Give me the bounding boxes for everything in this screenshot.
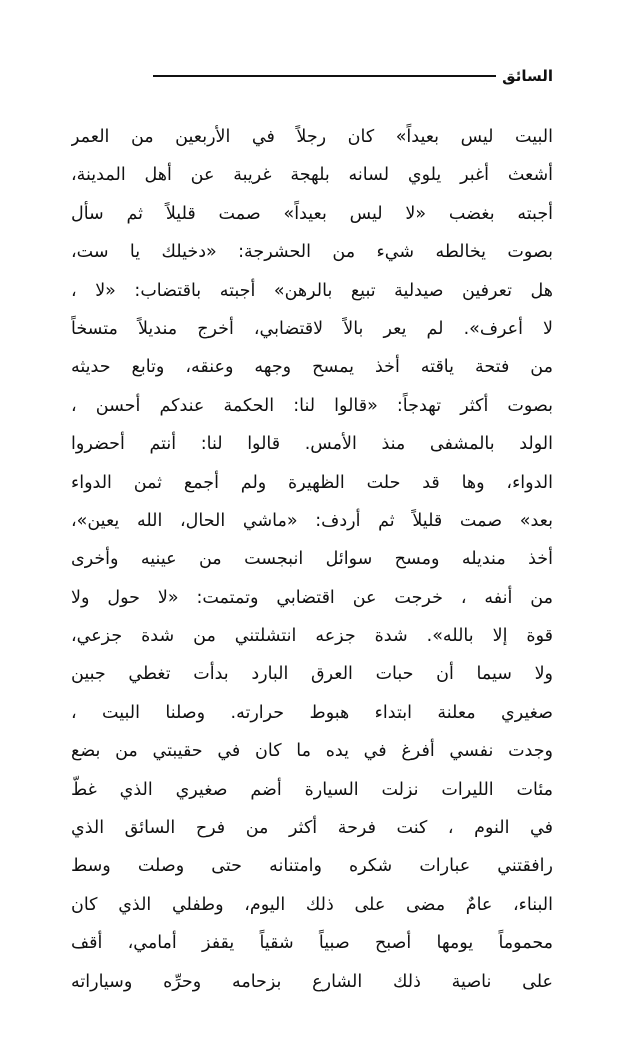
text-line: لا أعرف». لم يعر بالاً لاقتضابي، أخرج منديلاً متسخاً — [71, 318, 553, 339]
text-line: مئات الليرات نزلت السيارة أضم صغيري الذي غطّ — [71, 779, 553, 800]
text-line: بعد» صمت قليلاً ثم أردف: «ماشي الحال، الله يعين»، — [71, 510, 553, 531]
text-line: من فتحة ياقته أخذ يمسح وجهه وعنقه، وتابع حديثه — [71, 357, 553, 378]
body-text — [71, 118, 553, 1001]
text-line: ولا سيما أن حبات العرق البارد بدأت تغطي جبين — [71, 664, 553, 685]
text-line: وجدت نفسي أفرغ في يده ما كان في حقيبتي من بضع — [71, 741, 553, 762]
text-line: محموماً يومها أصبح صبياً شقياً يقفز أمامي، أقف — [71, 933, 553, 954]
text-line: بصوت أكثر تهدجاً: «قالوا لنا: الحكمة عندكم أحسن ، — [71, 395, 553, 416]
running-header — [153, 62, 553, 90]
text-line: البناء، عامٌ مضى على ذلك اليوم، وطفلي الذي كان — [71, 894, 553, 915]
text-line: على ناصية ذلك الشارع بزحامه وحرِّه وسياراته — [71, 971, 553, 992]
text-line: في النوم ، كنت فرحة أكثر من فرح السائق الذي — [71, 818, 553, 839]
text-line: الدواء، وها قد حلت الظهيرة ولم أجمع ثمن الدواء — [71, 472, 553, 493]
text-line: من أنفه ، خرجت عن اقتضابي وتمتمت: «لا حول ولا — [71, 587, 553, 608]
text-line: هل تعرفين صيدلية تبيع بالرهن» أجبته باقتضاب: «لا ، — [71, 280, 553, 301]
text-line: رافقتني عبارات شكره وامتنانه حتى وصلت وسط — [71, 856, 553, 877]
text-line: الولد بالمشفى منذ الأمس. قالوا لنا: أنتم أحضروا — [71, 434, 553, 455]
running-header-title: السائق — [502, 67, 553, 85]
text-line: بصوت يخالطه شيء من الحشرجة: «دخيلك يا ست، — [71, 242, 553, 263]
text-line: أخذ منديله ومسح سوائل انبجست من عينيه وأخرى — [71, 549, 553, 570]
text-line: قوة إلا بالله». شدة جزعه انتشلتني من شدة جزعي، — [71, 626, 553, 647]
header-rule — [153, 75, 496, 77]
text-line: أشعث أغبر يلوي لسانه بلهجة غريبة عن أهل المدينة، — [71, 165, 553, 186]
text-line: صغيري معلنة ابتداء هبوط حرارته. وصلنا البيت ، — [71, 702, 553, 723]
text-line: البيت ليس بعيداً» كان رجلاً في الأربعين من العمر — [71, 127, 553, 147]
text-line: أجبته بغضب «لا ليس بعيداً» صمت قليلاً ثم سأل — [71, 203, 553, 224]
